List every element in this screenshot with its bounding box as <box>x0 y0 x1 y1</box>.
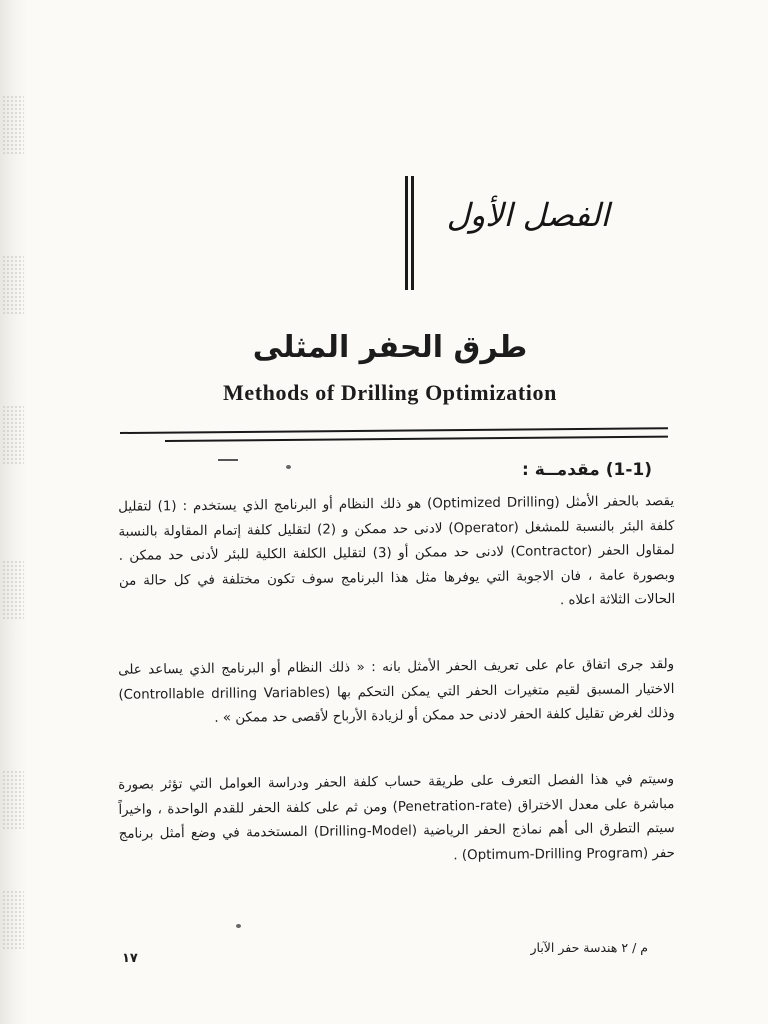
title-rule-bottom <box>165 436 668 442</box>
scan-dot <box>286 465 291 469</box>
scan-speckle <box>2 560 24 620</box>
scan-speckle <box>2 255 24 315</box>
title-english: Methods of Drilling Optimization <box>223 380 557 405</box>
paragraph-chapter-overview: وسيتم في هذا الفصل التعرف على طريقة حساب كلفة الحفر ودراسة العوامل التي تؤثر بصورة مباشرة على معدل الاختراق (Penetration-rate) ومن ثم على كلفة الحفر للقدم الواحدة ، واخيراً سيتم التطرق الى أهم نماذج الحفر الرياضية (Drilling-Model) المستخدمة في وضع أمثل برنامج حفر (Optimum-Drilling Program) . <box>118 771 675 863</box>
paragraph-definition: يقصد بالحفر الأمثل (Optimized Drilling) هو ذلك النظام أو البرنامج الذي يستخدم : (1) لتقليل كلفة البئر بالنسبة للمشغل (Operator) لادنى حد ممكن و (2) لتقليل كلفة إتمام المقاولة بالنسبة لمقاول الحفر (Contractor) لادنى حد ممكن أو (3) لتقليل الكلفة الكلية للبئر لأدنى حد ممكن . وبصورة عامة ، فان الاجوبة التي يوفرها مثل هذا البرنامج سوف تكون مختلفة في كل حالة من الحالات الثلاثة اعلاه . <box>118 493 676 609</box>
title-arabic: طرق الحفر المثلى <box>252 330 528 365</box>
paragraph-general-agreement: ولقد جرى اتفاق عام على تعريف الحفر الأمثل بانه : « ذلك النظام أو البرنامج الذي يساعد على الاختيار المسبق لقيم متغيرات الحفر التي يمكن التحكم بها (Controllable drilling Variables) وذلك لغرض تقليل كلفة الحفر لادنى حد ممكن أو لزيادة الأرباح لأقصى حد ممكن » . <box>118 656 675 726</box>
chapter-title: الفصل الأول <box>446 196 610 234</box>
scan-dot <box>236 924 241 928</box>
scan-speckle <box>2 890 24 950</box>
title-rule-top <box>120 427 668 434</box>
section-heading <box>420 460 652 480</box>
scan-speckle <box>2 770 24 830</box>
footer-book-reference: م / ٢ هندسة حفر الآبار <box>530 940 648 955</box>
page-number: ١٧ <box>122 951 138 966</box>
section-number: (1-1) <box>605 460 652 480</box>
scan-speckle <box>2 405 24 465</box>
scan-speckle <box>2 95 24 155</box>
section-title: مقدمــة : <box>522 460 600 480</box>
scan-mark <box>218 459 238 461</box>
chapter-divider-bars <box>405 176 415 290</box>
